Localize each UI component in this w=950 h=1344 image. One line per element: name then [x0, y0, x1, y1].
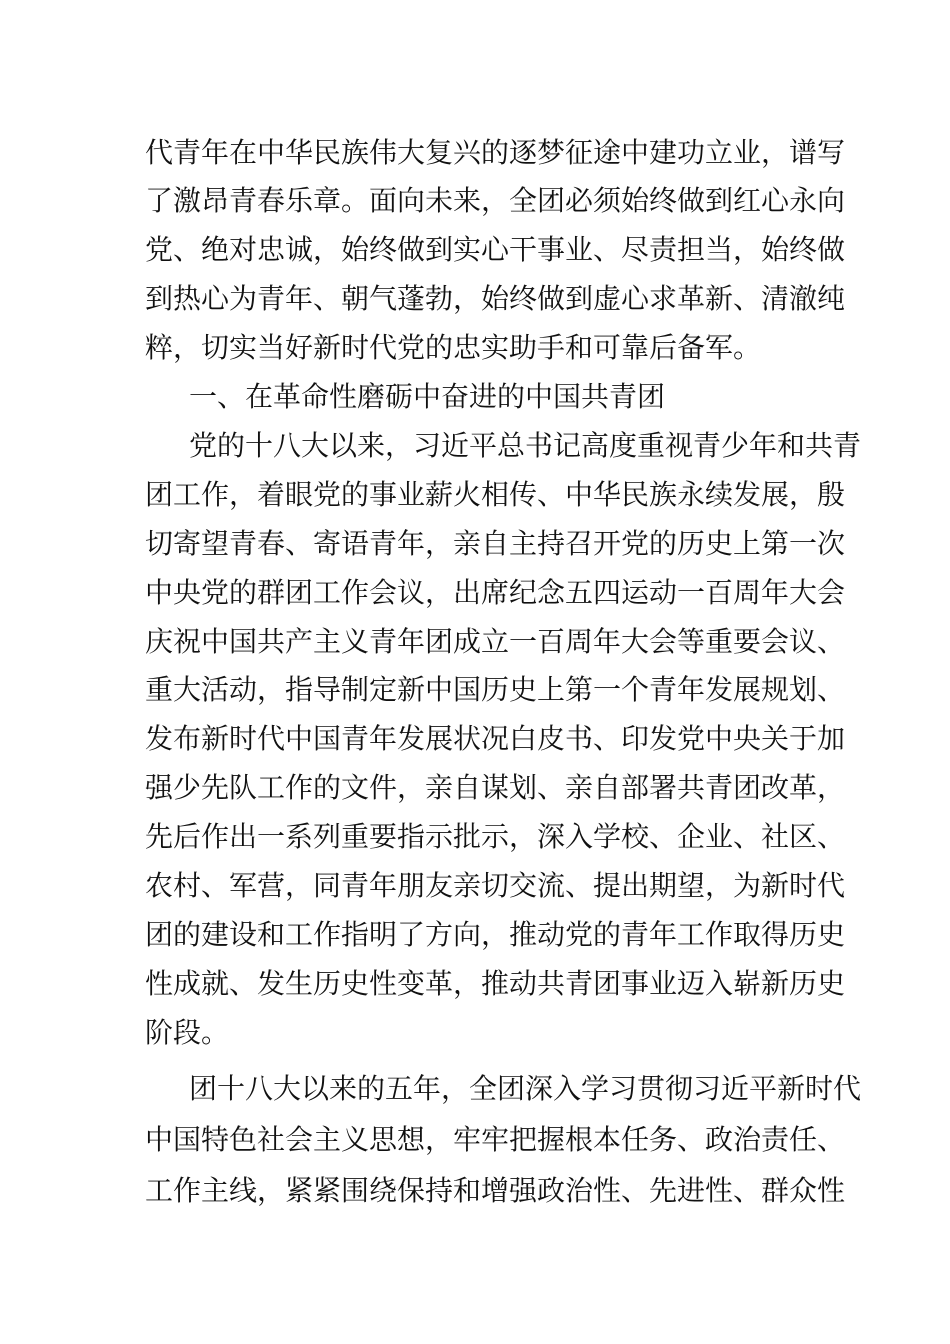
section-heading: 一、在革命性磨砺中奋进的中国共青团: [189, 380, 666, 413]
text-line: 先后作出一系列重要指示批示，深入学校、企业、社区、: [145, 820, 846, 853]
text-line: 中央党的群团工作会议，出席纪念五四运动一百周年大会: [145, 576, 846, 609]
text-line: 发布新时代中国青年发展状况白皮书、印发党中央关于加: [145, 722, 846, 755]
text-line: 粹，切实当好新时代党的忠实助手和可靠后备军。: [145, 331, 762, 364]
text-line: 重大活动，指导制定新中国历史上第一个青年发展规划、: [145, 673, 846, 706]
text-line: 阶段。: [145, 1016, 230, 1049]
text-line: 团的建设和工作指明了方向，推动党的青年工作取得历史: [145, 918, 846, 951]
text-line: 强少先队工作的文件，亲自谋划、亲自部署共青团改革，: [145, 771, 846, 804]
text-line: 到热心为青年、朝气蓬勃，始终做到虚心求革新、清澈纯: [145, 282, 846, 315]
text-line: 庆祝中国共产主义青年团成立一百周年大会等重要会议、: [145, 625, 846, 658]
text-line: 性成就、发生历史性变革，推动共青团事业迈入崭新历史: [145, 967, 846, 1000]
text-line: 切寄望青春、寄语青年，亲自主持召开党的历史上第一次: [145, 527, 846, 560]
text-line: 了激昂青春乐章。面向未来，全团必须始终做到红心永向: [145, 184, 846, 217]
text-line: 工作主线，紧紧围绕保持和增强政治性、先进性、群众性: [145, 1174, 846, 1207]
text-line: 代青年在中华民族伟大复兴的逐梦征途中建功立业，谱写: [145, 136, 846, 169]
text-line: 中国特色社会主义思想，牢牢把握根本任务、政治责任、: [145, 1123, 846, 1156]
text-line: 党的十八大以来，习近平总书记高度重视青少年和共青: [189, 429, 862, 462]
text-line: 党、绝对忠诚，始终做到实心干事业、尽责担当，始终做: [145, 233, 846, 266]
text-line: 农村、军营，同青年朋友亲切交流、提出期望，为新时代: [145, 869, 846, 902]
text-line: 团工作，着眼党的事业薪火相传、中华民族永续发展，殷: [145, 478, 846, 511]
text-line: 团十八大以来的五年，全团深入学习贯彻习近平新时代: [189, 1072, 862, 1105]
